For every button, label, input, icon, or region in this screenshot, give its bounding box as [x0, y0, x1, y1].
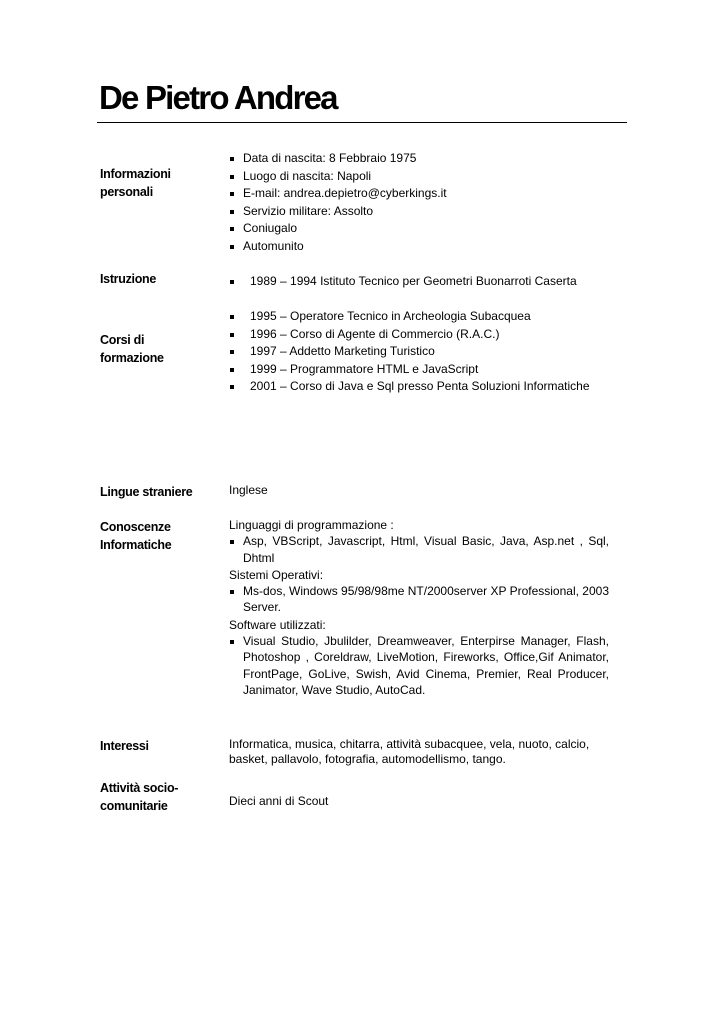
label-line: Attività socio-: [100, 781, 179, 795]
label-line: comunitarie: [100, 799, 168, 813]
list-item: 1995 – Operatore Tecnico in Archeologia Subacquea: [229, 308, 629, 326]
list-item: 1997 – Addetto Marketing Turistico: [229, 343, 629, 361]
os-heading: Sistemi Operativi:: [229, 567, 324, 582]
list-item: 1999 – Programmatore HTML e JavaScript: [229, 361, 629, 379]
list-item: 1996 – Corso di Agente di Commercio (R.A.C.): [229, 326, 629, 344]
list-item: Asp, VBScript, Javascript, Html, Visual Basic, Java, Asp.net , Sql, Dhtml: [229, 533, 609, 566]
title-divider: [97, 122, 627, 123]
education-list: [229, 273, 609, 291]
programming-heading: Linguaggi di programmazione :: [229, 518, 394, 532]
software-list: [229, 633, 609, 698]
section-label-community: [100, 779, 215, 815]
list-item: Coniugalo: [229, 220, 609, 238]
list-item: Data di nascita: 8 Febbraio 1975: [229, 150, 609, 168]
label-line: Conoscenze: [100, 520, 171, 534]
section-label-courses: [100, 331, 215, 367]
software-heading: Software utilizzati:: [229, 617, 326, 632]
list-item: Ms-dos, Windows 95/98/98me NT/2000server XP Professional, 2003 Server.: [229, 583, 609, 616]
list-item: 1989 – 1994 Istituto Tecnico per Geometri Buonarroti Caserta: [229, 273, 609, 291]
community-value: Dieci anni di Scout: [229, 794, 329, 808]
label-line: formazione: [100, 351, 164, 365]
interests-value: Informatica, musica, chitarra, attività subacquee, vela, nuoto, calcio, basket, pallavolo, fotografia, automodellismo, tango.: [229, 737, 590, 766]
label-line: Informazioni: [100, 167, 171, 181]
list-item: Luogo di nascita: Napoli: [229, 168, 609, 186]
computer-skills-block: [229, 517, 609, 698]
label-line: Informatiche: [100, 538, 172, 552]
list-item: E-mail: andrea.depietro@cyberkings.it: [229, 185, 609, 203]
section-label-interests: Interessi: [100, 739, 149, 753]
cv-name-title: De Pietro Andrea: [99, 79, 337, 116]
label-line: Corsi di: [100, 333, 145, 347]
courses-list: [229, 308, 629, 396]
os-list: [229, 583, 609, 616]
label-line: personali: [100, 185, 153, 199]
section-label-personal: [100, 165, 215, 201]
programming-list: [229, 533, 609, 566]
personal-info-list: [229, 150, 609, 255]
list-item: Servizio militare: Assolto: [229, 203, 609, 221]
list-item: 2001 – Corso di Java e Sql presso Penta Soluzioni Informatiche: [229, 378, 629, 396]
section-label-computer: [100, 518, 215, 554]
list-item: Automunito: [229, 238, 609, 256]
section-label-education: Istruzione: [100, 272, 157, 286]
list-item: Visual Studio, Jbulilder, Dreamweaver, Enterpirse Manager, Flash, Photoshop , Coreldraw, LiveMotion, Fireworks, Office,Gif Animator, FrontPage, GoLive, Swish, Avid Cinema, Premier, Real Producer, Janimator, Wave Studio, AutoCad.: [229, 633, 609, 698]
languages-value: Inglese: [229, 483, 268, 497]
section-label-languages: Lingue straniere: [100, 485, 193, 499]
